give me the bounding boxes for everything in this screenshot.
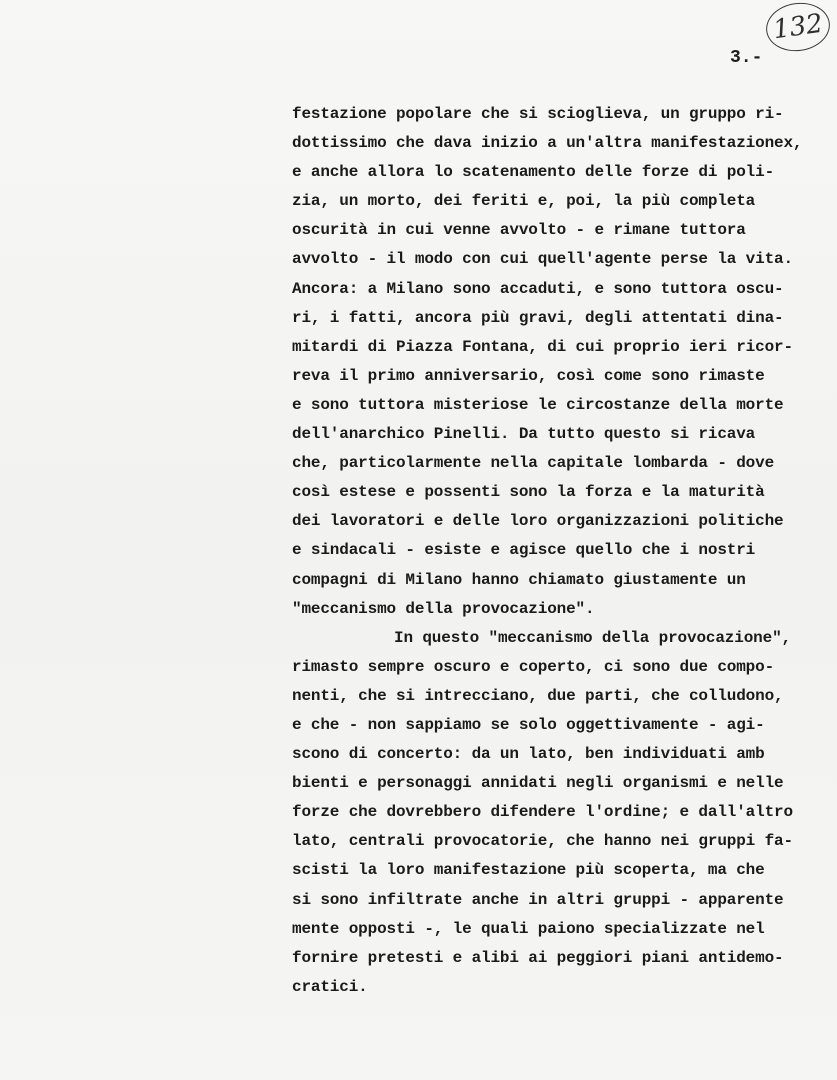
text-line: forze che dovrebbero difendere l'ordine; e dall'altro <box>292 803 793 822</box>
text-line: mitardi di Piazza Fontana, di cui proprio ieri ricor- <box>292 337 793 356</box>
text-line: cratici. <box>292 977 368 996</box>
text-line: bienti e personaggi annidati negli organismi e nelle <box>292 774 784 793</box>
text-line: scisti la loro manifestazione più scoperta, ma che <box>292 861 765 880</box>
text-line: nenti, che si intrecciano, due parti, che colludono, <box>292 686 784 705</box>
page-number: 3.- <box>730 48 763 68</box>
typed-body-text <box>292 100 822 1002</box>
text-line: dell'anarchico Pinelli. Da tutto questo si ricava <box>292 425 756 444</box>
text-line: "meccanismo della provocazione". <box>292 599 595 618</box>
text-line: e che - non sappiamo se solo oggettivamente - agi- <box>292 715 765 734</box>
text-line: si sono infiltrate anche in altri gruppi - apparente <box>292 890 784 909</box>
text-line: così estese e possenti sono la forza e la maturità <box>292 483 765 502</box>
text-line: dei lavoratori e delle loro organizzazioni politiche <box>292 512 784 531</box>
text-line: compagni di Milano hanno chiamato giustamente un <box>292 570 746 589</box>
text-line: scono di concerto: da un lato, ben individuati amb <box>292 745 765 764</box>
text-line: In questo "meccanismo della provocazione", <box>394 628 791 647</box>
text-line: oscurità in cui venne avvolto - e rimane tuttora <box>292 221 746 240</box>
text-line: fornire pretesti e alibi ai peggiori piani antidemo- <box>292 948 784 967</box>
text-line: e anche allora lo scatenamento delle forze di poli- <box>292 163 775 182</box>
text-line: e sono tuttora misteriose le circostanze della morte <box>292 395 784 414</box>
text-line: avvolto - il modo con cui quell'agente perse la vita. <box>292 250 793 269</box>
text-line: che, particolarmente nella capitale lombarda - dove <box>292 454 775 473</box>
text-line: rimasto sempre oscuro e coperto, ci sono due compo- <box>292 657 775 676</box>
text-line: e sindacali - esiste e agisce quello che i nostri <box>292 541 756 560</box>
text-line: Ancora: a Milano sono accaduti, e sono tuttora oscu- <box>292 279 784 298</box>
archive-page-stamp: 132 <box>763 0 833 55</box>
text-line: mente opposti -, le quali paiono specializzate nel <box>292 919 765 938</box>
text-line: festazione popolare che si scioglieva, un gruppo ri- <box>292 105 784 123</box>
text-line: dottissimo che dava inizio a un'altra manifestazionex, <box>292 134 803 153</box>
text-line: lato, centrali provocatorie, che hanno nei gruppi fa- <box>292 832 793 851</box>
text-line: reva il primo anniversario, così come sono rimaste <box>292 366 765 385</box>
text-line: ri, i fatti, ancora più gravi, degli attentati dina- <box>292 308 784 327</box>
text-line: zia, un morto, dei feriti e, poi, la più completa <box>292 192 756 211</box>
